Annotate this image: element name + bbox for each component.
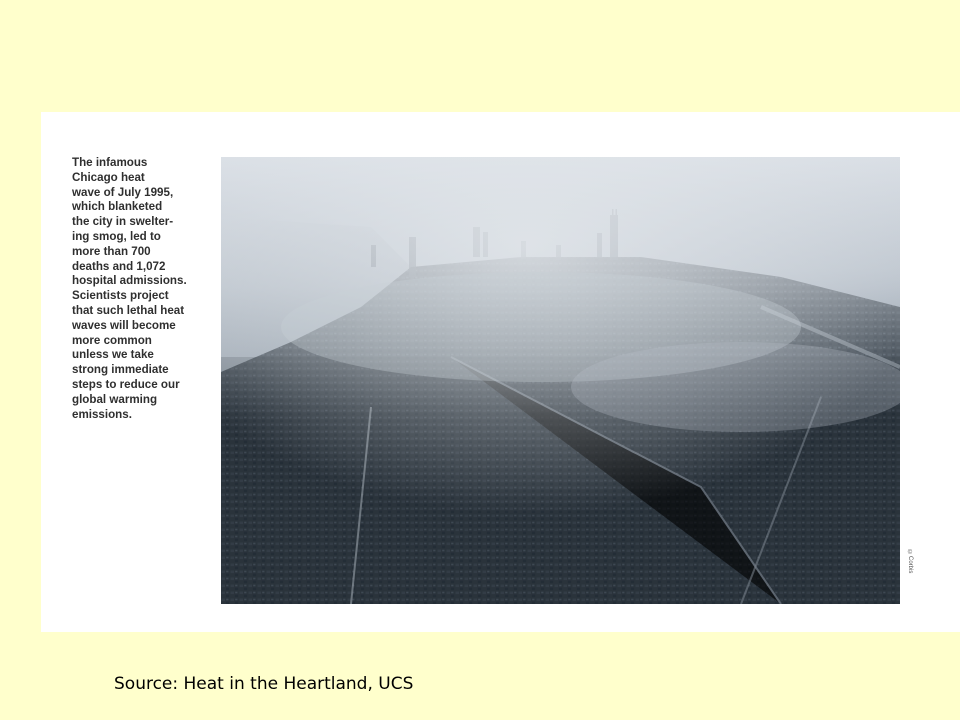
- caption-line: emissions.: [72, 407, 132, 421]
- caption-line: wave of July 1995,: [72, 185, 174, 199]
- caption-line: global warming: [72, 392, 158, 406]
- caption-line: more common: [72, 333, 152, 347]
- caption-line: deaths and 1,072: [72, 259, 166, 273]
- figure-panel: [41, 112, 960, 632]
- aerial-city-smog-photo: [221, 157, 900, 604]
- caption-line: ing smog, led to: [72, 229, 161, 243]
- source-citation: Source: Heat in the Heartland, UCS: [114, 674, 414, 694]
- caption-line: that such lethal heat: [72, 303, 185, 317]
- caption-line: the city in swelter-: [72, 215, 174, 229]
- caption-line: Scientists project: [72, 289, 169, 303]
- caption-line: unless we take: [72, 348, 154, 362]
- caption-line: hospital admissions.: [72, 274, 187, 288]
- caption-line: strong immediate: [72, 363, 169, 377]
- photo-credit: ©Corbis: [907, 550, 913, 574]
- caption-line: Chicago heat: [72, 170, 145, 184]
- caption-line: which blanketed: [72, 200, 163, 214]
- caption-line: waves will become: [72, 318, 176, 332]
- caption-line: steps to reduce our: [72, 377, 180, 391]
- caption-line: more than 700: [72, 244, 151, 258]
- figure-caption: [72, 156, 222, 422]
- caption-line: The infamous: [72, 156, 148, 169]
